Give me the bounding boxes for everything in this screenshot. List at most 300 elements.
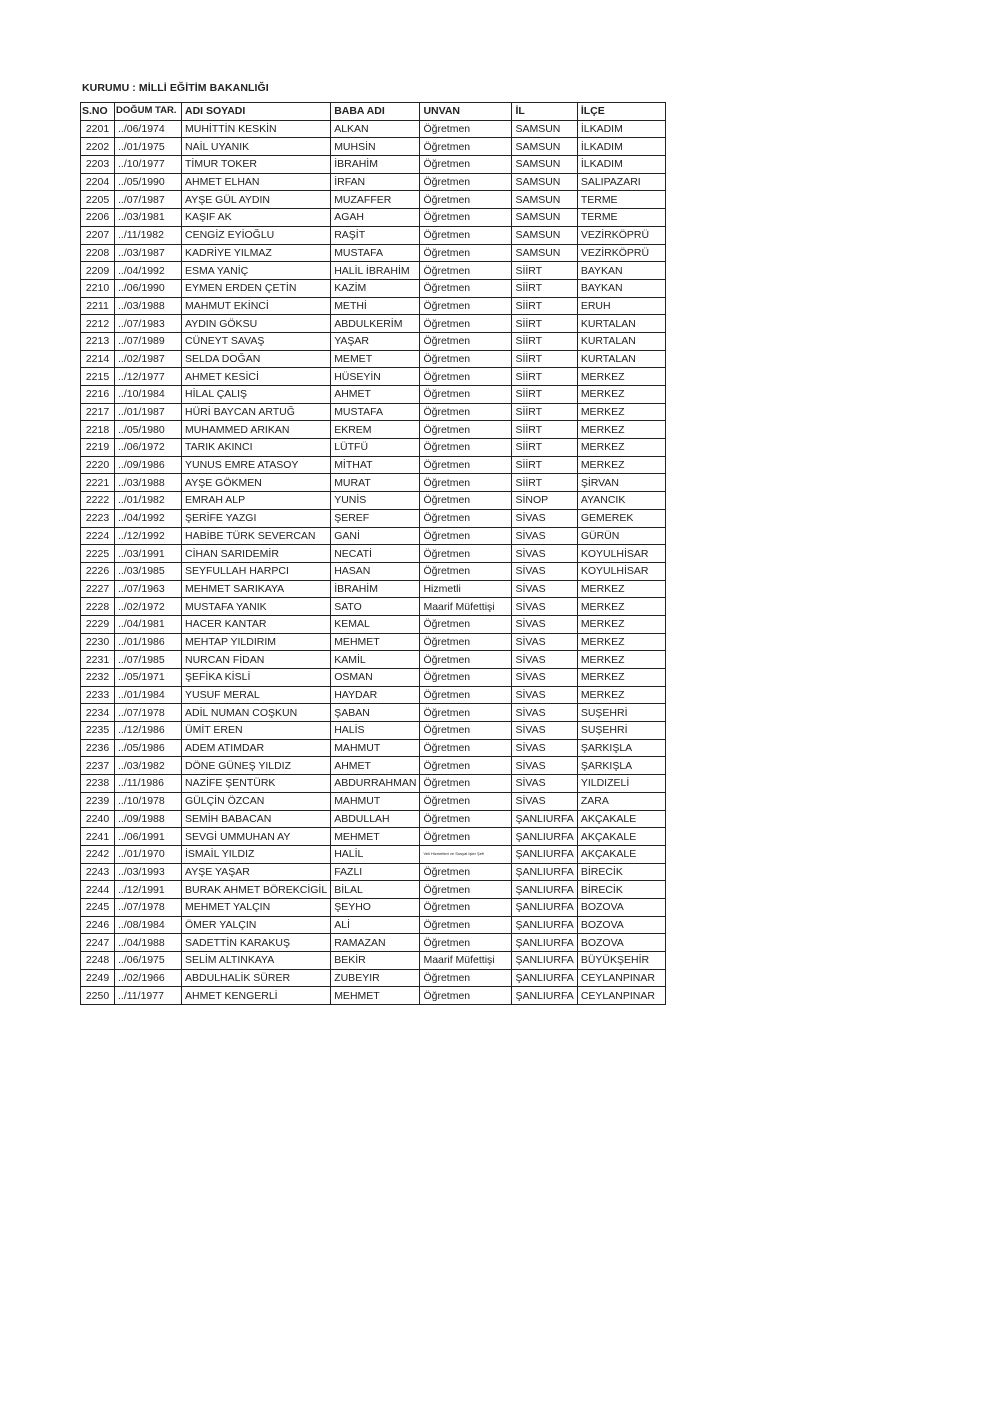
cell-sno: 2234 <box>81 704 115 722</box>
table-header-row <box>81 103 666 121</box>
cell-sno: 2248 <box>81 952 115 970</box>
table-row <box>81 421 666 439</box>
cell-title: Öğretmen <box>420 757 512 775</box>
cell-name: SEVGİ UMMUHAN AY <box>182 828 331 846</box>
table-row <box>81 757 666 775</box>
table-row <box>81 138 666 156</box>
cell-name: SELİM ALTINKAYA <box>182 952 331 970</box>
cell-name: MUHİTTİN KESKİN <box>182 120 331 138</box>
cell-birth-date: ../02/1972 <box>115 598 182 616</box>
cell-title: Öğretmen <box>420 173 512 191</box>
table-row <box>81 881 666 899</box>
cell-name: HABİBE TÜRK SEVERCAN <box>182 527 331 545</box>
table-row <box>81 580 666 598</box>
cell-birth-date: ../10/1977 <box>115 156 182 174</box>
cell-birth-date: ../05/1986 <box>115 739 182 757</box>
cell-province: SİVAS <box>512 527 577 545</box>
cell-name: MUSTAFA YANIK <box>182 598 331 616</box>
table-row <box>81 739 666 757</box>
cell-birth-date: ../06/1975 <box>115 952 182 970</box>
cell-sno: 2218 <box>81 421 115 439</box>
cell-sno: 2235 <box>81 722 115 740</box>
cell-name: NAİL UYANIK <box>182 138 331 156</box>
cell-father-name: MAHMUT <box>331 739 420 757</box>
cell-birth-date: ../07/1987 <box>115 191 182 209</box>
cell-district: BAYKAN <box>577 262 665 280</box>
cell-district: MERKEZ <box>577 580 665 598</box>
cell-name: NURCAN FİDAN <box>182 651 331 669</box>
cell-province: SİİRT <box>512 474 577 492</box>
cell-father-name: İBRAHİM <box>331 156 420 174</box>
table-row <box>81 792 666 810</box>
table-row <box>81 403 666 421</box>
cell-district: İLKADIM <box>577 138 665 156</box>
cell-father-name: OSMAN <box>331 669 420 687</box>
cell-title: Öğretmen <box>420 262 512 280</box>
cell-birth-date: ../05/1980 <box>115 421 182 439</box>
cell-title: Öğretmen <box>420 562 512 580</box>
cell-sno: 2204 <box>81 173 115 191</box>
cell-district: MERKEZ <box>577 403 665 421</box>
table-row <box>81 332 666 350</box>
cell-father-name: ABDURRAHMAN <box>331 775 420 793</box>
cell-district: CEYLANPINAR <box>577 987 665 1005</box>
cell-district: KURTALAN <box>577 332 665 350</box>
cell-name: MUHAMMED ARIKAN <box>182 421 331 439</box>
cell-birth-date: ../07/1978 <box>115 898 182 916</box>
cell-father-name: HALİS <box>331 722 420 740</box>
cell-title: Hizmetli <box>420 580 512 598</box>
cell-title: Öğretmen <box>420 474 512 492</box>
cell-birth-date: ../01/1975 <box>115 138 182 156</box>
cell-province: SİİRT <box>512 332 577 350</box>
cell-sno: 2201 <box>81 120 115 138</box>
cell-name: MEHTAP YILDIRIM <box>182 633 331 651</box>
cell-name: KADRİYE YILMAZ <box>182 244 331 262</box>
cell-district: AKÇAKALE <box>577 810 665 828</box>
cell-title: Maarif Müfettişi <box>420 952 512 970</box>
cell-province: SİVAS <box>512 775 577 793</box>
cell-birth-date: ../06/1990 <box>115 279 182 297</box>
cell-sno: 2207 <box>81 226 115 244</box>
cell-name: AHMET ELHAN <box>182 173 331 191</box>
cell-name: TARIK AKINCI <box>182 439 331 457</box>
cell-district: VEZİRKÖPRÜ <box>577 244 665 262</box>
table-row <box>81 562 666 580</box>
table-row <box>81 156 666 174</box>
cell-district: BİRECİK <box>577 881 665 899</box>
cell-name: YUNUS EMRE ATASOY <box>182 456 331 474</box>
table-row <box>81 775 666 793</box>
cell-birth-date: ../03/1985 <box>115 562 182 580</box>
cell-sno: 2222 <box>81 492 115 510</box>
cell-name: CÜNEYT SAVAŞ <box>182 332 331 350</box>
cell-name: NAZİFE ŞENTÜRK <box>182 775 331 793</box>
cell-sno: 2245 <box>81 898 115 916</box>
cell-sno: 2225 <box>81 545 115 563</box>
cell-title: Öğretmen <box>420 686 512 704</box>
cell-title: Öğretmen <box>420 120 512 138</box>
cell-name: BURAK AHMET BÖREKCİGİL <box>182 881 331 899</box>
table-row <box>81 439 666 457</box>
cell-father-name: HASAN <box>331 562 420 580</box>
cell-birth-date: ../07/1989 <box>115 332 182 350</box>
cell-name: DÖNE GÜNEŞ YILDIZ <box>182 757 331 775</box>
table-row <box>81 297 666 315</box>
cell-title: Öğretmen <box>420 775 512 793</box>
cell-district: BİRECİK <box>577 863 665 881</box>
cell-district: MERKEZ <box>577 386 665 404</box>
cell-father-name: ŞABAN <box>331 704 420 722</box>
cell-name: HÜRİ BAYCAN ARTUĞ <box>182 403 331 421</box>
cell-name: SADETTİN KARAKUŞ <box>182 934 331 952</box>
cell-father-name: NECATİ <box>331 545 420 563</box>
cell-sno: 2230 <box>81 633 115 651</box>
cell-father-name: YAŞAR <box>331 332 420 350</box>
cell-father-name: AHMET <box>331 386 420 404</box>
cell-name: ÜMİT EREN <box>182 722 331 740</box>
cell-district: ŞARKIŞLA <box>577 757 665 775</box>
cell-province: SİVAS <box>512 562 577 580</box>
cell-sno: 2250 <box>81 987 115 1005</box>
cell-birth-date: ../10/1978 <box>115 792 182 810</box>
table-row <box>81 651 666 669</box>
cell-birth-date: ../07/1985 <box>115 651 182 669</box>
cell-district: MERKEZ <box>577 686 665 704</box>
cell-district: CEYLANPINAR <box>577 969 665 987</box>
cell-father-name: ŞEREF <box>331 509 420 527</box>
cell-father-name: MEHMET <box>331 987 420 1005</box>
table-row <box>81 456 666 474</box>
cell-father-name: BİLAL <box>331 881 420 899</box>
cell-sno: 2239 <box>81 792 115 810</box>
cell-sno: 2243 <box>81 863 115 881</box>
cell-name: CİHAN SARIDEMİR <box>182 545 331 563</box>
cell-father-name: EKREM <box>331 421 420 439</box>
cell-district: SALIPAZARI <box>577 173 665 191</box>
cell-name: ŞERİFE YAZGI <box>182 509 331 527</box>
cell-province: SAMSUN <box>512 209 577 227</box>
cell-name: ŞEFİKA KİSLİ <box>182 669 331 687</box>
cell-province: SİİRT <box>512 279 577 297</box>
cell-name: KAŞIF AK <box>182 209 331 227</box>
cell-birth-date: ../11/1982 <box>115 226 182 244</box>
cell-province: SİVAS <box>512 739 577 757</box>
cell-sno: 2212 <box>81 315 115 333</box>
cell-district: İLKADIM <box>577 156 665 174</box>
cell-district: MERKEZ <box>577 456 665 474</box>
header-title: UNVAN <box>420 103 512 121</box>
cell-title: Öğretmen <box>420 156 512 174</box>
cell-father-name: ABDULKERİM <box>331 315 420 333</box>
cell-district: ERUH <box>577 297 665 315</box>
cell-father-name: MURAT <box>331 474 420 492</box>
cell-title: Öğretmen <box>420 863 512 881</box>
table-row <box>81 120 666 138</box>
cell-sno: 2208 <box>81 244 115 262</box>
cell-father-name: MUSTAFA <box>331 403 420 421</box>
header-birth-date: DOĞUM TAR. <box>115 103 182 121</box>
cell-title: Veli Hizmetleri ve Sosyal İşler Şefi <box>420 845 512 863</box>
cell-birth-date: ../09/1986 <box>115 456 182 474</box>
cell-province: SİVAS <box>512 792 577 810</box>
cell-district: SUŞEHRİ <box>577 722 665 740</box>
cell-title: Öğretmen <box>420 722 512 740</box>
table-row <box>81 686 666 704</box>
cell-name: SELDA DOĞAN <box>182 350 331 368</box>
table-row <box>81 704 666 722</box>
cell-name: MEHMET YALÇIN <box>182 898 331 916</box>
cell-father-name: HAYDAR <box>331 686 420 704</box>
cell-father-name: BEKİR <box>331 952 420 970</box>
table-row <box>81 262 666 280</box>
table-row <box>81 173 666 191</box>
header-province: İL <box>512 103 577 121</box>
cell-name: SEMİH BABACAN <box>182 810 331 828</box>
table-row <box>81 350 666 368</box>
cell-sno: 2217 <box>81 403 115 421</box>
cell-title: Öğretmen <box>420 421 512 439</box>
cell-birth-date: ../06/1991 <box>115 828 182 846</box>
cell-sno: 2233 <box>81 686 115 704</box>
cell-title: Öğretmen <box>420 739 512 757</box>
cell-province: SİVAS <box>512 669 577 687</box>
cell-title: Öğretmen <box>420 828 512 846</box>
cell-birth-date: ../03/1981 <box>115 209 182 227</box>
cell-title: Öğretmen <box>420 456 512 474</box>
cell-name: MAHMUT EKİNCİ <box>182 297 331 315</box>
cell-province: SİVAS <box>512 615 577 633</box>
cell-district: MERKEZ <box>577 669 665 687</box>
cell-sno: 2249 <box>81 969 115 987</box>
cell-birth-date: ../11/1977 <box>115 987 182 1005</box>
cell-province: SİVAS <box>512 509 577 527</box>
cell-province: SİİRT <box>512 456 577 474</box>
table-row <box>81 952 666 970</box>
cell-province: SİİRT <box>512 262 577 280</box>
cell-sno: 2219 <box>81 439 115 457</box>
cell-province: SİİRT <box>512 368 577 386</box>
cell-province: SİVAS <box>512 722 577 740</box>
cell-name: AYŞE GÜL AYDIN <box>182 191 331 209</box>
cell-title: Öğretmen <box>420 545 512 563</box>
cell-father-name: HALİL İBRAHİM <box>331 262 420 280</box>
table-row <box>81 615 666 633</box>
table-row <box>81 934 666 952</box>
cell-district: ZARA <box>577 792 665 810</box>
cell-birth-date: ../01/1982 <box>115 492 182 510</box>
cell-name: EYMEN ERDEN ÇETİN <box>182 279 331 297</box>
cell-father-name: MUZAFFER <box>331 191 420 209</box>
cell-province: ŞANLIURFA <box>512 881 577 899</box>
cell-district: GEMEREK <box>577 509 665 527</box>
cell-sno: 2214 <box>81 350 115 368</box>
cell-district: KOYULHİSAR <box>577 545 665 563</box>
cell-father-name: KEMAL <box>331 615 420 633</box>
cell-birth-date: ../01/1984 <box>115 686 182 704</box>
cell-birth-date: ../06/1972 <box>115 439 182 457</box>
cell-title: Öğretmen <box>420 386 512 404</box>
table-row <box>81 722 666 740</box>
cell-birth-date: ../01/1987 <box>115 403 182 421</box>
cell-province: SİNOP <box>512 492 577 510</box>
cell-father-name: AGAH <box>331 209 420 227</box>
cell-province: SAMSUN <box>512 138 577 156</box>
cell-district: GÜRÜN <box>577 527 665 545</box>
cell-father-name: MEHMET <box>331 828 420 846</box>
cell-birth-date: ../08/1984 <box>115 916 182 934</box>
cell-district: MERKEZ <box>577 598 665 616</box>
cell-father-name: ALİ <box>331 916 420 934</box>
cell-title: Öğretmen <box>420 297 512 315</box>
cell-province: SAMSUN <box>512 156 577 174</box>
cell-title: Öğretmen <box>420 651 512 669</box>
cell-province: ŞANLIURFA <box>512 952 577 970</box>
cell-birth-date: ../07/1978 <box>115 704 182 722</box>
cell-birth-date: ../11/1986 <box>115 775 182 793</box>
cell-title: Öğretmen <box>420 934 512 952</box>
cell-name: ÖMER YALÇIN <box>182 916 331 934</box>
cell-district: KURTALAN <box>577 350 665 368</box>
cell-district: AKÇAKALE <box>577 845 665 863</box>
cell-father-name: ABDULLAH <box>331 810 420 828</box>
cell-province: SİVAS <box>512 545 577 563</box>
cell-birth-date: ../03/1982 <box>115 757 182 775</box>
table-row <box>81 474 666 492</box>
cell-father-name: İBRAHİM <box>331 580 420 598</box>
table-row <box>81 916 666 934</box>
cell-title: Öğretmen <box>420 633 512 651</box>
cell-title: Öğretmen <box>420 403 512 421</box>
table-row <box>81 598 666 616</box>
cell-name: MEHMET SARIKAYA <box>182 580 331 598</box>
cell-name: ADİL NUMAN COŞKUN <box>182 704 331 722</box>
table-row <box>81 279 666 297</box>
cell-sno: 2240 <box>81 810 115 828</box>
table-row <box>81 209 666 227</box>
cell-birth-date: ../03/1988 <box>115 474 182 492</box>
cell-province: SİİRT <box>512 297 577 315</box>
cell-title: Öğretmen <box>420 226 512 244</box>
cell-province: SİİRT <box>512 350 577 368</box>
cell-father-name: İRFAN <box>331 173 420 191</box>
cell-father-name: MUHSİN <box>331 138 420 156</box>
cell-name: GÜLÇİN ÖZCAN <box>182 792 331 810</box>
cell-title: Öğretmen <box>420 191 512 209</box>
cell-father-name: RAMAZAN <box>331 934 420 952</box>
cell-title: Öğretmen <box>420 669 512 687</box>
cell-district: ŞİRVAN <box>577 474 665 492</box>
cell-sno: 2206 <box>81 209 115 227</box>
cell-father-name: MUSTAFA <box>331 244 420 262</box>
cell-district: BAYKAN <box>577 279 665 297</box>
cell-district: MERKEZ <box>577 368 665 386</box>
cell-province: ŞANLIURFA <box>512 845 577 863</box>
cell-title: Öğretmen <box>420 492 512 510</box>
cell-name: AYDIN GÖKSU <box>182 315 331 333</box>
cell-father-name: SATO <box>331 598 420 616</box>
table-row <box>81 527 666 545</box>
table-row <box>81 633 666 651</box>
cell-name: ESMA YANİÇ <box>182 262 331 280</box>
cell-birth-date: ../07/1983 <box>115 315 182 333</box>
cell-birth-date: ../03/1987 <box>115 244 182 262</box>
cell-title: Öğretmen <box>420 704 512 722</box>
cell-name: ADEM ATIMDAR <box>182 739 331 757</box>
cell-sno: 2205 <box>81 191 115 209</box>
cell-sno: 2229 <box>81 615 115 633</box>
table-row <box>81 386 666 404</box>
table-row <box>81 969 666 987</box>
cell-father-name: YUNİS <box>331 492 420 510</box>
cell-sno: 2221 <box>81 474 115 492</box>
cell-father-name: METHİ <box>331 297 420 315</box>
cell-title: Öğretmen <box>420 509 512 527</box>
cell-birth-date: ../05/1990 <box>115 173 182 191</box>
cell-province: ŞANLIURFA <box>512 969 577 987</box>
cell-birth-date: ../03/1988 <box>115 297 182 315</box>
table-row <box>81 244 666 262</box>
cell-sno: 2228 <box>81 598 115 616</box>
cell-sno: 2216 <box>81 386 115 404</box>
cell-district: SUŞEHRİ <box>577 704 665 722</box>
cell-birth-date: ../01/1986 <box>115 633 182 651</box>
cell-sno: 2223 <box>81 509 115 527</box>
cell-name: TİMUR TOKER <box>182 156 331 174</box>
cell-title: Öğretmen <box>420 368 512 386</box>
cell-sno: 2220 <box>81 456 115 474</box>
cell-birth-date: ../12/1977 <box>115 368 182 386</box>
cell-sno: 2244 <box>81 881 115 899</box>
cell-title: Öğretmen <box>420 615 512 633</box>
personnel-table <box>80 102 666 1005</box>
cell-district: ŞARKIŞLA <box>577 739 665 757</box>
table-row <box>81 898 666 916</box>
cell-sno: 2211 <box>81 297 115 315</box>
cell-title: Öğretmen <box>420 898 512 916</box>
cell-province: SAMSUN <box>512 191 577 209</box>
cell-title: Öğretmen <box>420 332 512 350</box>
cell-birth-date: ../04/1981 <box>115 615 182 633</box>
cell-district: MERKEZ <box>577 615 665 633</box>
cell-province: ŞANLIURFA <box>512 916 577 934</box>
cell-birth-date: ../04/1992 <box>115 509 182 527</box>
cell-birth-date: ../02/1987 <box>115 350 182 368</box>
cell-province: SAMSUN <box>512 173 577 191</box>
cell-district: KURTALAN <box>577 315 665 333</box>
cell-birth-date: ../12/1992 <box>115 527 182 545</box>
cell-sno: 2237 <box>81 757 115 775</box>
cell-district: MERKEZ <box>577 633 665 651</box>
cell-title: Öğretmen <box>420 916 512 934</box>
header-father-name: BABA ADI <box>331 103 420 121</box>
cell-name: HACER KANTAR <box>182 615 331 633</box>
cell-name: AYŞE GÖKMEN <box>182 474 331 492</box>
cell-birth-date: ../06/1974 <box>115 120 182 138</box>
cell-province: SİVAS <box>512 757 577 775</box>
table-row <box>81 492 666 510</box>
cell-birth-date: ../04/1992 <box>115 262 182 280</box>
cell-province: ŞANLIURFA <box>512 987 577 1005</box>
cell-name: CENGİZ EYİOĞLU <box>182 226 331 244</box>
cell-father-name: RAŞİT <box>331 226 420 244</box>
cell-father-name: MİTHAT <box>331 456 420 474</box>
header-name: ADI SOYADI <box>182 103 331 121</box>
cell-name: EMRAH ALP <box>182 492 331 510</box>
table-row <box>81 368 666 386</box>
table-row <box>81 810 666 828</box>
cell-district: KOYULHİSAR <box>577 562 665 580</box>
